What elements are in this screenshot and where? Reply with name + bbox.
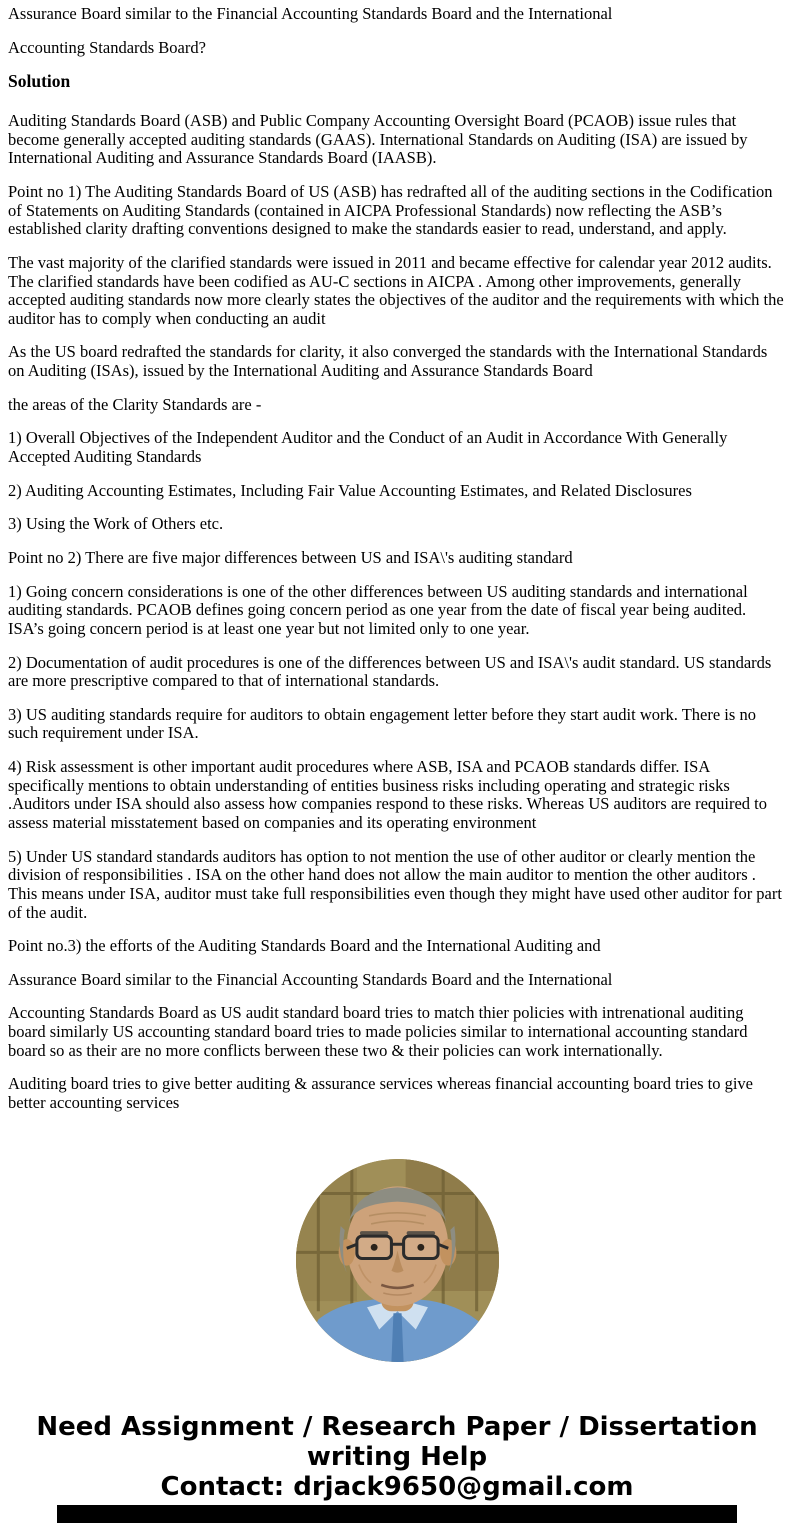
paragraph: 1) Overall Objectives of the Independent Auditor and the Conduct of an Audit in Accordance With Generally Accepted Auditing Standards <box>8 428 728 467</box>
paragraph: Point no 1) The Auditing Standards Board of US (ASB) has redrafted all of the auditing sections in the Codification of Statements on Auditing Standards (contained in AICPA Professional Standards) now reflecting the ASB’s established clarity drafting conventions designed to make the standards easier to read, understand, and apply. <box>8 181 773 239</box>
footer-contact-email: Contact: drjack9650@gmail.com <box>160 1471 634 1502</box>
author-avatar <box>296 1159 499 1362</box>
paragraph: Point no.3) the efforts of the Auditing Standards Board and the International Auditing and <box>8 936 601 956</box>
paragraph: Auditing board tries to give better auditing & assurance services whereas financial accounting board tries to give better accounting services <box>8 1074 754 1113</box>
paragraph: 2) Documentation of audit procedures is one of the differences between US and ISA\'s audit standard. US standards are more prescriptive compared to that of international standards. <box>8 652 772 691</box>
paragraph: The vast majority of the clarified standards were issued in 2011 and became effective for calendar year 2012 audits. The clarified standards have been codified as AU-C sections in AICPA . Among other improvements, generally accepted auditing standards now more clearly states the objectives of the auditor and the requirements with which the auditor has to comply when conducting an audit <box>8 252 784 328</box>
paragraph: the areas of the Clarity Standards are - <box>8 394 262 414</box>
paragraph: Point no 2) There are five major differences between US and ISA\'s auditing standard <box>8 547 573 567</box>
paragraph: Assurance Board similar to the Financial Accounting Standards Board and the International <box>8 969 613 989</box>
bottom-black-bar <box>57 1505 737 1523</box>
solution-heading: Solution <box>8 71 71 92</box>
intro-line: Assurance Board similar to the Financial Accounting Standards Board and the International <box>8 4 613 23</box>
footer-help-text: Need Assignment / Research Paper / Dissertation writing Help <box>36 1411 758 1472</box>
paragraph: As the US board redrafted the standards for clarity, it also converged the standards with the International Standards on Auditing (ISAs), issued by the International Auditing and Assurance Standards Board <box>8 342 768 381</box>
paragraph: 1) Going concern considerations is one of the other differences between US auditing standards and international auditing standards. PCAOB defines going concern period as one year from the date of fiscal year being audited. ISA’s going concern period is at least one year but not limited only to one year. <box>8 581 748 638</box>
footer <box>17 1412 777 1502</box>
paragraph: 4) Risk assessment is other important audit procedures where ASB, ISA and PCAOB standards differ. ISA specifically mentions to obtain understanding of entities business risks including operating and strategic risks .Auditors under ISA should also assess how companies respond to these risks. Whereas US auditors are required to assess material misstatement based on companies and its operating environment <box>8 757 768 832</box>
paragraph: 3) Using the Work of Others etc. <box>8 514 224 534</box>
paragraph: 2) Auditing Accounting Estimates, Including Fair Value Accounting Estimates, and Related Disclosures <box>8 480 692 500</box>
paragraph: 3) US auditing standards require for auditors to obtain engagement letter before they start audit work. There is no such requirement under ISA. <box>8 704 756 743</box>
author-photo-illustration <box>296 1159 499 1362</box>
paragraph: 5) Under US standard standards auditors has option to not mention the use of other auditor or clearly mention the division of responsibilities . ISA on the other hand does not allow the main auditor to mention the other auditors . This means under ISA, auditor must take full responsibilities even though they might have used other auditor for part of the audit. <box>8 846 782 922</box>
intro-line: Accounting Standards Board? <box>8 37 206 57</box>
paragraph: Accounting Standards Board as US audit standard board tries to match thier policies with intrenational auditing board similarly US accounting standard board tries to made policies similar to international accounting standard board so as their are no more conflicts berween these two & their policies can work internationally. <box>8 1003 748 1060</box>
paragraph: Auditing Standards Board (ASB) and Public Company Accounting Oversight Board (PCAOB) issue rules that become generally accepted auditing standards (GAAS). International Standards on Auditing (ISA) are issued by International Auditing and Assurance Standards Board (IAASB). <box>8 111 748 168</box>
